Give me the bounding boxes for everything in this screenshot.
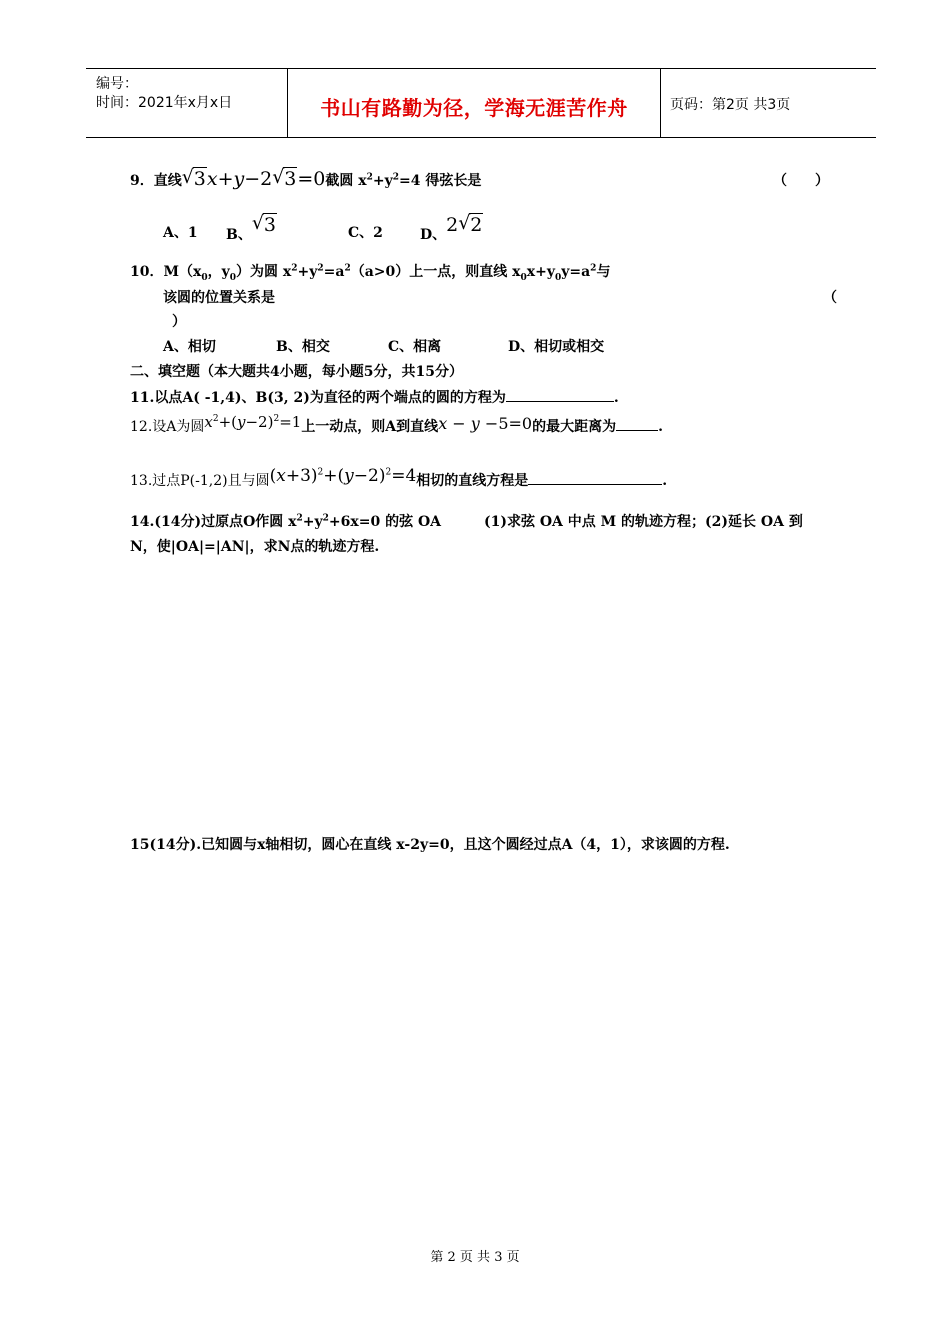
q9-equation: √ 3x+y−2 √ 3=0 xyxy=(181,166,326,190)
question-15: 15(14分).已知圆与x轴相切，圆心在直线 x-2y=0，且这个圆经过点A（4，1），求该圆的方程. xyxy=(130,837,730,853)
q10-option-b: B、相交 xyxy=(276,339,330,355)
q13-answer-blank xyxy=(528,470,662,485)
q10-option-a: A、相切 xyxy=(163,339,216,355)
question-9: 9．直线 √ 3x+y−2 √ 3=0截圆 $x^2+y^2=4$ 得弦长是 xyxy=(130,166,482,190)
q14-line2: N，使|OA|=|AN|，求N点的轨迹方程. xyxy=(130,539,380,555)
q9-lead: 9．直线 xyxy=(130,173,182,189)
q11-answer-blank xyxy=(506,387,614,402)
q9-option-c: C、2 xyxy=(348,225,383,241)
motto: 书山有路勤为径，学海无涯苦作舟 xyxy=(320,96,628,120)
question-10: 10．$M(x_0$，$y_0$）为圆 $x^2+y^2=a^2(a>0)$上一点，则直线 $x_0x+y_0y=a^2$与 xyxy=(130,263,611,283)
page-footer: 第 2 页 共 3 页 xyxy=(430,1250,520,1265)
page-header xyxy=(86,68,876,138)
header-page-cell xyxy=(661,69,876,137)
header-motto-cell xyxy=(288,69,661,137)
section-title-fill-in: 二、填空题（本大题共4小题，每小题5分，共15分） xyxy=(130,364,463,380)
question-12: 12.设A为圆$x^2+(y-2)^2=1$上一动点，则A到直线x − y −5=0的最大距离为 . xyxy=(130,413,663,435)
time-label: 时间：2021年x月x日 xyxy=(96,95,233,111)
q9-option-a: A、1 xyxy=(163,225,198,241)
q9-option-b: B、 √ 3 xyxy=(226,212,276,243)
question-14: 14.(14分)过原点O作圆 $x^2+y^2+6x=0$ 的弦 OA xyxy=(130,513,442,530)
q9-answer-paren: （ ） xyxy=(773,173,829,189)
q10-paren-open: （ xyxy=(823,290,837,306)
q10-paren-close: ） xyxy=(172,314,186,330)
question-11: 11.以点A( -1,4)、B(3, 2)为直径的两个端点的圆的方程为 . xyxy=(130,387,619,407)
q10-option-c: C、相离 xyxy=(388,339,442,355)
q12-answer-blank xyxy=(616,416,658,431)
header-info-cell xyxy=(86,69,288,137)
number-label: 编号： xyxy=(96,76,138,92)
question-13: 13.过点P(-1,2)且与圆$(x+3)^2+(y-2)^2=4$相切的直线方程是 . xyxy=(130,466,668,489)
q10-option-d: D、相切或相交 xyxy=(508,339,605,355)
q9-option-d: D、2 √ 2 xyxy=(420,212,483,243)
q10-line2: 该圆的位置关系是 xyxy=(163,290,275,306)
page-label: 页码：第2页 共3页 xyxy=(670,97,791,113)
q14-subquestions: (1)求弦 OA 中点 M 的轨迹方程；(2)延长 OA 到 xyxy=(484,514,803,530)
